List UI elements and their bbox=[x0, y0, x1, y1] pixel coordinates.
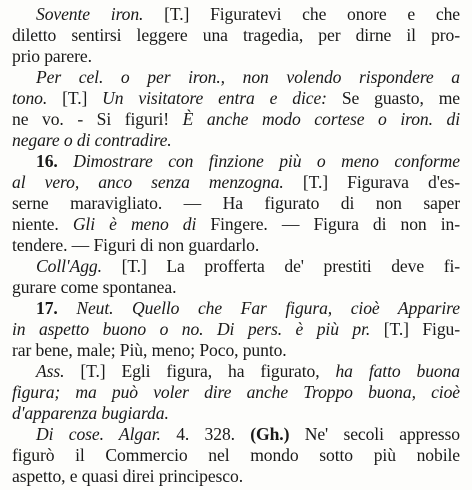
italic-text: Per cel. o per iron., non volendo rispondere a bbox=[36, 67, 460, 87]
italic-text: Neut. Quello che Far figura, cioè Apparire bbox=[57, 298, 460, 318]
italic-text: È anche modo cortese o iron. di bbox=[182, 109, 460, 129]
text-segment: [T.] Figuratevi che onore e che bbox=[143, 4, 460, 24]
italic-text: Ass. bbox=[36, 361, 65, 381]
text-segment: [T.] Egli figura, ha figurato, bbox=[64, 361, 336, 381]
text-segment: [T.] Figu- bbox=[370, 319, 460, 339]
sense-number: (Gh.) bbox=[250, 424, 290, 444]
italic-text: d'apparenza bugiarda. bbox=[12, 403, 169, 423]
italic-text: Di cose. Algar. bbox=[36, 424, 161, 444]
sense-number: 16. bbox=[36, 151, 58, 171]
text-segment: Fingere. — Figura di non in- bbox=[196, 214, 460, 234]
italic-text: Dimostrare con finzione più o meno conforme bbox=[57, 151, 460, 171]
text-segment: [T.] bbox=[47, 88, 103, 108]
italic-text: ha fatto buona bbox=[335, 361, 460, 381]
text-segment: ne vo. - Si figuri! bbox=[12, 109, 183, 129]
text-segment: niente. bbox=[12, 214, 73, 234]
text-segment: serne maravigliato. — Ha figurato di non saper bbox=[12, 193, 460, 213]
italic-text: tono. bbox=[12, 88, 48, 108]
text-segment: rar bene, male; Più, meno; Poco, punto. bbox=[12, 340, 287, 360]
text-segment: Ne' secoli appresso bbox=[289, 424, 460, 444]
italic-text: Gli è meno di bbox=[72, 214, 197, 234]
italic-text: figura; ma può voler dire anche Troppo buona, cioè bbox=[12, 382, 460, 402]
italic-text: negare o di contradire. bbox=[12, 130, 172, 150]
text-segment: figurò il Commercio nel mondo sotto più nobile bbox=[12, 445, 460, 465]
text-segment: [T.] La profferta de' prestiti deve fi- bbox=[101, 256, 460, 276]
italic-text: Un visitatore entra e dice: bbox=[102, 88, 327, 108]
italic-text: Sovente iron. bbox=[36, 4, 144, 24]
italic-text: al vero, anco senza menzogna. bbox=[12, 172, 284, 192]
text-segment: 4. 328. bbox=[160, 424, 251, 444]
italic-text: in aspetto buono o no. Di pers. è più pr. bbox=[12, 319, 371, 339]
text-segment: prio parere. bbox=[12, 46, 92, 66]
text-segment: tendere. — Figuri di non guardarlo. bbox=[12, 235, 260, 255]
text-line bbox=[12, 464, 460, 488]
text-segment: [T.] Figurava d'es- bbox=[283, 172, 460, 192]
text-segment: aspetto, e quasi direi principesco. bbox=[12, 466, 244, 486]
italic-text: Coll'Agg. bbox=[36, 256, 102, 276]
text-segment: Se guasto, me bbox=[326, 88, 460, 108]
sense-number: 17. bbox=[36, 298, 58, 318]
text-segment: diletto sentirsi leggere una tragedia, per dirne il pro- bbox=[12, 25, 460, 45]
text-segment: gurare come spontanea. bbox=[12, 277, 177, 297]
